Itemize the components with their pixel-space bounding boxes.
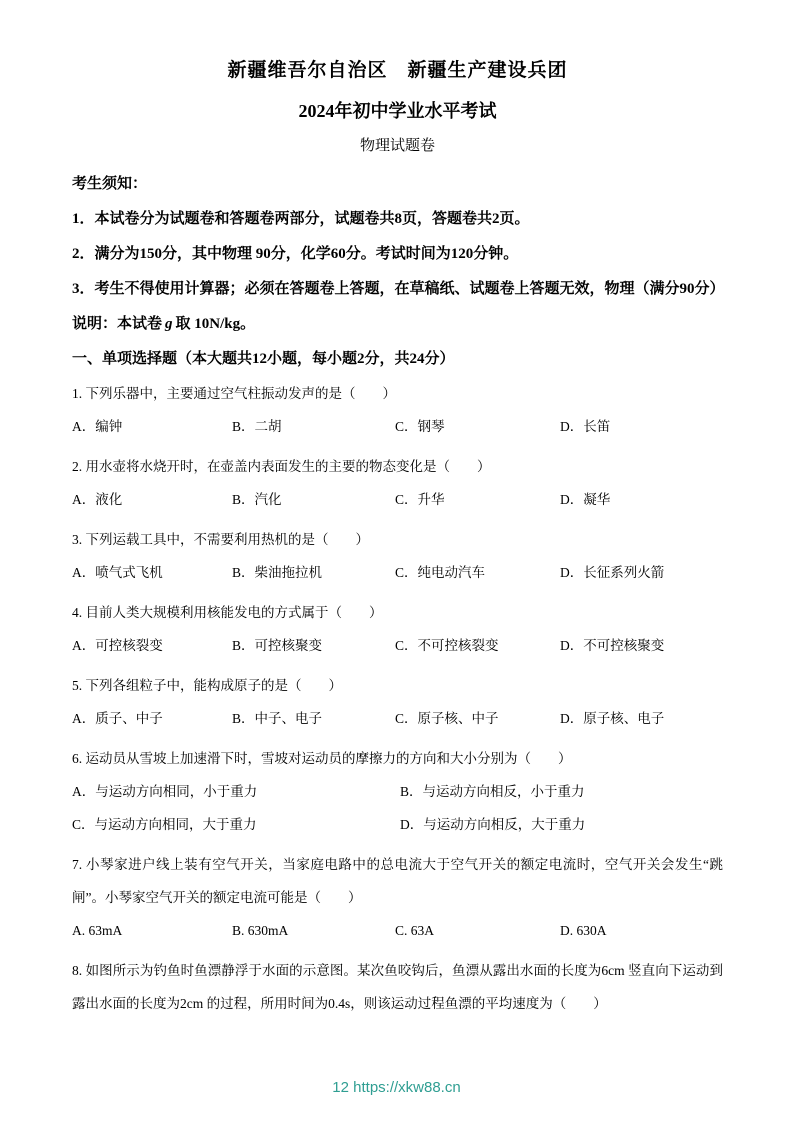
exam-subject-title: 物理试题卷: [359, 138, 435, 154]
question-1: [72, 377, 723, 443]
question-stem: 4. 目前人类大规模利用核能发电的方式属于（ ）: [72, 605, 383, 620]
option-d: D．凝华: [560, 492, 611, 507]
question-options: [72, 702, 723, 735]
notice-item-3: 3．考生不得使用计算器；必须在答题卷上答题，在草稿纸、试题卷上答题无效，物理（满分90分）: [72, 281, 725, 297]
question-stem: 2. 用水壶将水烧开时，在壶盖内表面发生的主要的物态变化是（ ）: [72, 459, 491, 474]
exam-title-region: 新疆维吾尔自治区 新疆生产建设兵团: [227, 60, 568, 81]
footer-link[interactable]: https://xkw88.cn: [353, 1079, 461, 1096]
question-2: [72, 450, 723, 516]
option-c: C．钢琴: [395, 419, 445, 434]
question-6: [72, 742, 723, 841]
question-8: [72, 954, 723, 1020]
note-symbol-g: g: [165, 316, 173, 332]
question-options: [72, 775, 723, 841]
option-d: D．原子核、电子: [560, 711, 665, 726]
question-stem: 3. 下列运载工具中，不需要利用热机的是（ ）: [72, 532, 369, 547]
question-stem: 6. 运动员从雪坡上加速滑下时，雪坡对运动员的摩擦力的方向和大小分别为（ ）: [72, 751, 572, 766]
option-b: B．柴油拖拉机: [232, 565, 323, 580]
question-stem: 5. 下列各组粒子中，能构成原子的是（ ）: [72, 678, 342, 693]
option-a: A．与运动方向相同，小于重力: [72, 784, 258, 799]
option-a: A．可控核裂变: [72, 638, 163, 653]
question-options: [72, 629, 723, 662]
section-heading-choice: 一、单项选择题（本大题共12小题，每小题2分，共24分）: [72, 351, 455, 367]
question-stem: 7. 小琴家进户线上装有空气开关，当家庭电路中的总电流大于空气开关的额定电流时，空气开关会发生“跳闸”。小琴家空气开关的额定电流可能是（ ）: [72, 857, 723, 905]
question-stem: 1. 下列乐器中，主要通过空气柱振动发声的是（ ）: [72, 386, 396, 401]
question-options: [72, 483, 723, 516]
question-5: [72, 669, 723, 735]
option-d: D. 630A: [560, 923, 607, 938]
question-7: [72, 848, 723, 947]
option-a: A．质子、中子: [72, 711, 163, 726]
candidate-notice: [72, 167, 723, 342]
page-footer: [0, 1079, 793, 1096]
option-d: D．不可控核聚变: [560, 638, 665, 653]
question-3: [72, 523, 723, 589]
option-a: A．喷气式飞机: [72, 565, 163, 580]
option-c: C．升华: [395, 492, 445, 507]
notice-item-2: 2．满分为150分，其中物理 90分，化学60分。考试时间为120分钟。: [72, 246, 519, 262]
question-options: [72, 914, 723, 947]
option-b: B. 630mA: [232, 923, 289, 938]
question-4: [72, 596, 723, 662]
option-b: B．中子、电子: [232, 711, 323, 726]
option-d: D．与运动方向相反，大于重力: [400, 817, 586, 832]
page-number: 12: [332, 1079, 349, 1096]
notice-heading: 考生须知：: [72, 176, 148, 192]
option-c: C. 63A: [395, 923, 435, 938]
option-a: A．液化: [72, 492, 123, 507]
option-c: C．不可控核裂变: [395, 638, 499, 653]
option-b: B．可控核聚变: [232, 638, 323, 653]
note-suffix: 取 10N/kg。: [175, 316, 256, 332]
option-b: B．二胡: [232, 419, 282, 434]
option-d: D．长笛: [560, 419, 611, 434]
question-options: [72, 410, 723, 443]
exam-title-year: 2024年初中学业水平考试: [298, 101, 497, 121]
option-c: C．与运动方向相同，大于重力: [72, 817, 257, 832]
question-options: [72, 556, 723, 589]
option-b: B．汽化: [232, 492, 282, 507]
option-a: A. 63mA: [72, 923, 123, 938]
option-c: C．原子核、中子: [395, 711, 499, 726]
note-prefix: 说明：本试卷: [72, 316, 163, 332]
option-b: B．与运动方向相反，小于重力: [400, 784, 585, 799]
question-stem: 8. 如图所示为钓鱼时鱼漂静浮于水面的示意图。某次鱼咬钩后，鱼漂从露出水面的长度为6cm 竖直向下运动到露出水面的长度为2cm 的过程，所用时间为0.4s，则该运动过程鱼漂的平均速度为（ ）: [72, 963, 723, 1011]
notice-note: [72, 307, 723, 342]
option-c: C．纯电动汽车: [395, 565, 486, 580]
option-a: A．编钟: [72, 419, 123, 434]
option-d: D．长征系列火箭: [560, 565, 665, 580]
notice-item-1: 1．本试卷分为试题卷和答题卷两部分，试题卷共8页，答题卷共2页。: [72, 211, 530, 227]
